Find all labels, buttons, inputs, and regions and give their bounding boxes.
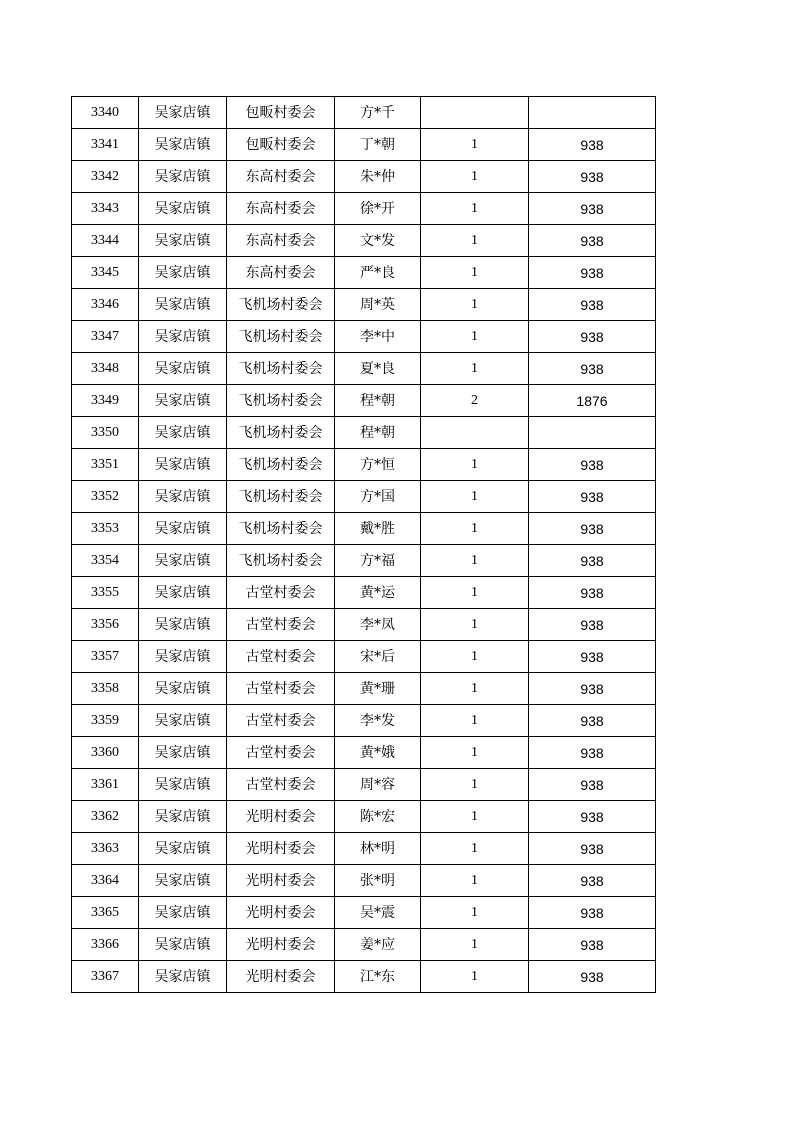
cell-amount xyxy=(529,97,656,129)
cell-count: 1 xyxy=(421,129,529,161)
table-row xyxy=(72,321,656,353)
cell-village: 飞机场村委会 xyxy=(227,449,335,481)
cell-village: 飞机场村委会 xyxy=(227,385,335,417)
cell-person-name: 李*凤 xyxy=(335,609,421,641)
cell-village: 古堂村委会 xyxy=(227,769,335,801)
cell-town: 吴家店镇 xyxy=(139,641,227,673)
cell-row-number: 3344 xyxy=(72,225,139,257)
cell-row-number: 3363 xyxy=(72,833,139,865)
table-row xyxy=(72,737,656,769)
cell-amount: 938 xyxy=(529,289,656,321)
cell-town: 吴家店镇 xyxy=(139,289,227,321)
cell-amount: 938 xyxy=(529,705,656,737)
cell-row-number: 3358 xyxy=(72,673,139,705)
cell-town: 吴家店镇 xyxy=(139,609,227,641)
cell-village: 古堂村委会 xyxy=(227,737,335,769)
cell-amount: 938 xyxy=(529,801,656,833)
table-row xyxy=(72,193,656,225)
table-row xyxy=(72,97,656,129)
subsidy-table xyxy=(71,96,656,993)
cell-amount: 938 xyxy=(529,449,656,481)
cell-count: 1 xyxy=(421,641,529,673)
cell-amount: 938 xyxy=(529,897,656,929)
cell-count: 1 xyxy=(421,353,529,385)
cell-row-number: 3353 xyxy=(72,513,139,545)
cell-count: 1 xyxy=(421,609,529,641)
cell-count: 1 xyxy=(421,577,529,609)
cell-person-name: 黄*运 xyxy=(335,577,421,609)
cell-person-name: 方*千 xyxy=(335,97,421,129)
table-row xyxy=(72,225,656,257)
table-row xyxy=(72,513,656,545)
cell-village: 东高村委会 xyxy=(227,193,335,225)
cell-count: 1 xyxy=(421,161,529,193)
cell-person-name: 姜*应 xyxy=(335,929,421,961)
table-row xyxy=(72,833,656,865)
table-row xyxy=(72,161,656,193)
cell-person-name: 徐*开 xyxy=(335,193,421,225)
cell-amount: 938 xyxy=(529,865,656,897)
table-row xyxy=(72,769,656,801)
cell-person-name: 周*容 xyxy=(335,769,421,801)
cell-count: 1 xyxy=(421,929,529,961)
cell-person-name: 陈*宏 xyxy=(335,801,421,833)
cell-amount: 938 xyxy=(529,129,656,161)
cell-amount: 938 xyxy=(529,641,656,673)
cell-village: 光明村委会 xyxy=(227,897,335,929)
cell-person-name: 方*恒 xyxy=(335,449,421,481)
cell-count: 1 xyxy=(421,545,529,577)
cell-village: 古堂村委会 xyxy=(227,705,335,737)
table-row xyxy=(72,545,656,577)
cell-count: 1 xyxy=(421,513,529,545)
table-row xyxy=(72,257,656,289)
cell-village: 飞机场村委会 xyxy=(227,417,335,449)
cell-village: 古堂村委会 xyxy=(227,609,335,641)
cell-town: 吴家店镇 xyxy=(139,129,227,161)
cell-amount: 938 xyxy=(529,929,656,961)
cell-person-name: 方*国 xyxy=(335,481,421,513)
cell-row-number: 3355 xyxy=(72,577,139,609)
cell-village: 东高村委会 xyxy=(227,225,335,257)
cell-village: 飞机场村委会 xyxy=(227,321,335,353)
cell-village: 光明村委会 xyxy=(227,929,335,961)
cell-row-number: 3349 xyxy=(72,385,139,417)
cell-person-name: 吴*震 xyxy=(335,897,421,929)
cell-row-number: 3342 xyxy=(72,161,139,193)
cell-person-name: 李*中 xyxy=(335,321,421,353)
cell-row-number: 3347 xyxy=(72,321,139,353)
cell-amount xyxy=(529,417,656,449)
cell-village: 东高村委会 xyxy=(227,161,335,193)
cell-count: 1 xyxy=(421,961,529,993)
cell-village: 古堂村委会 xyxy=(227,641,335,673)
cell-row-number: 3346 xyxy=(72,289,139,321)
cell-amount: 938 xyxy=(529,833,656,865)
cell-row-number: 3357 xyxy=(72,641,139,673)
cell-row-number: 3343 xyxy=(72,193,139,225)
cell-amount: 938 xyxy=(529,577,656,609)
cell-count: 1 xyxy=(421,321,529,353)
cell-village: 光明村委会 xyxy=(227,961,335,993)
cell-person-name: 江*东 xyxy=(335,961,421,993)
cell-village: 包畈村委会 xyxy=(227,97,335,129)
cell-village: 包畈村委会 xyxy=(227,129,335,161)
cell-town: 吴家店镇 xyxy=(139,545,227,577)
cell-count: 1 xyxy=(421,833,529,865)
cell-count: 1 xyxy=(421,449,529,481)
cell-row-number: 3362 xyxy=(72,801,139,833)
cell-amount: 938 xyxy=(529,513,656,545)
cell-row-number: 3354 xyxy=(72,545,139,577)
cell-row-number: 3359 xyxy=(72,705,139,737)
cell-amount: 938 xyxy=(529,257,656,289)
cell-amount: 938 xyxy=(529,193,656,225)
cell-village: 东高村委会 xyxy=(227,257,335,289)
cell-town: 吴家店镇 xyxy=(139,417,227,449)
cell-village: 飞机场村委会 xyxy=(227,353,335,385)
cell-count: 1 xyxy=(421,225,529,257)
cell-amount: 938 xyxy=(529,961,656,993)
cell-amount: 938 xyxy=(529,769,656,801)
cell-town: 吴家店镇 xyxy=(139,225,227,257)
table-row xyxy=(72,289,656,321)
cell-count: 1 xyxy=(421,769,529,801)
cell-person-name: 文*发 xyxy=(335,225,421,257)
cell-count: 1 xyxy=(421,673,529,705)
cell-town: 吴家店镇 xyxy=(139,161,227,193)
cell-amount: 938 xyxy=(529,545,656,577)
cell-town: 吴家店镇 xyxy=(139,897,227,929)
cell-town: 吴家店镇 xyxy=(139,833,227,865)
table-row xyxy=(72,353,656,385)
cell-count: 1 xyxy=(421,289,529,321)
cell-person-name: 程*朝 xyxy=(335,417,421,449)
cell-person-name: 严*良 xyxy=(335,257,421,289)
cell-row-number: 3345 xyxy=(72,257,139,289)
cell-count xyxy=(421,97,529,129)
cell-amount: 938 xyxy=(529,353,656,385)
cell-amount: 938 xyxy=(529,481,656,513)
table-row xyxy=(72,577,656,609)
cell-town: 吴家店镇 xyxy=(139,97,227,129)
table-row xyxy=(72,449,656,481)
cell-village: 飞机场村委会 xyxy=(227,513,335,545)
table-row xyxy=(72,417,656,449)
cell-town: 吴家店镇 xyxy=(139,929,227,961)
cell-row-number: 3350 xyxy=(72,417,139,449)
cell-town: 吴家店镇 xyxy=(139,673,227,705)
cell-town: 吴家店镇 xyxy=(139,353,227,385)
cell-person-name: 张*明 xyxy=(335,865,421,897)
cell-person-name: 林*明 xyxy=(335,833,421,865)
table-body xyxy=(72,97,656,993)
cell-town: 吴家店镇 xyxy=(139,385,227,417)
cell-town: 吴家店镇 xyxy=(139,737,227,769)
cell-person-name: 朱*仲 xyxy=(335,161,421,193)
table-row xyxy=(72,481,656,513)
cell-town: 吴家店镇 xyxy=(139,865,227,897)
cell-row-number: 3366 xyxy=(72,929,139,961)
cell-village: 光明村委会 xyxy=(227,801,335,833)
cell-row-number: 3365 xyxy=(72,897,139,929)
cell-person-name: 宋*后 xyxy=(335,641,421,673)
cell-count: 1 xyxy=(421,897,529,929)
cell-town: 吴家店镇 xyxy=(139,769,227,801)
cell-town: 吴家店镇 xyxy=(139,801,227,833)
cell-town: 吴家店镇 xyxy=(139,577,227,609)
cell-amount: 938 xyxy=(529,737,656,769)
cell-count xyxy=(421,417,529,449)
cell-person-name: 黄*珊 xyxy=(335,673,421,705)
cell-village: 光明村委会 xyxy=(227,833,335,865)
cell-row-number: 3351 xyxy=(72,449,139,481)
cell-amount: 1876 xyxy=(529,385,656,417)
cell-row-number: 3360 xyxy=(72,737,139,769)
cell-town: 吴家店镇 xyxy=(139,705,227,737)
cell-person-name: 黄*娥 xyxy=(335,737,421,769)
cell-person-name: 丁*朝 xyxy=(335,129,421,161)
cell-row-number: 3341 xyxy=(72,129,139,161)
cell-count: 2 xyxy=(421,385,529,417)
cell-row-number: 3361 xyxy=(72,769,139,801)
cell-amount: 938 xyxy=(529,609,656,641)
cell-count: 1 xyxy=(421,257,529,289)
cell-town: 吴家店镇 xyxy=(139,513,227,545)
cell-person-name: 周*英 xyxy=(335,289,421,321)
cell-person-name: 戴*胜 xyxy=(335,513,421,545)
table-row xyxy=(72,129,656,161)
cell-village: 古堂村委会 xyxy=(227,673,335,705)
cell-count: 1 xyxy=(421,865,529,897)
cell-row-number: 3348 xyxy=(72,353,139,385)
cell-village: 飞机场村委会 xyxy=(227,481,335,513)
cell-amount: 938 xyxy=(529,673,656,705)
cell-amount: 938 xyxy=(529,161,656,193)
table-row xyxy=(72,673,656,705)
table-row xyxy=(72,929,656,961)
cell-village: 飞机场村委会 xyxy=(227,545,335,577)
cell-person-name: 程*朝 xyxy=(335,385,421,417)
cell-row-number: 3340 xyxy=(72,97,139,129)
cell-row-number: 3367 xyxy=(72,961,139,993)
cell-village: 光明村委会 xyxy=(227,865,335,897)
cell-count: 1 xyxy=(421,705,529,737)
cell-town: 吴家店镇 xyxy=(139,481,227,513)
cell-count: 1 xyxy=(421,481,529,513)
cell-town: 吴家店镇 xyxy=(139,321,227,353)
cell-village: 飞机场村委会 xyxy=(227,289,335,321)
cell-person-name: 方*福 xyxy=(335,545,421,577)
table-row xyxy=(72,705,656,737)
cell-count: 1 xyxy=(421,801,529,833)
table-row xyxy=(72,801,656,833)
cell-person-name: 夏*良 xyxy=(335,353,421,385)
table-row xyxy=(72,609,656,641)
table-row xyxy=(72,641,656,673)
cell-person-name: 李*发 xyxy=(335,705,421,737)
cell-town: 吴家店镇 xyxy=(139,257,227,289)
cell-count: 1 xyxy=(421,737,529,769)
cell-row-number: 3364 xyxy=(72,865,139,897)
table-row xyxy=(72,961,656,993)
cell-count: 1 xyxy=(421,193,529,225)
cell-amount: 938 xyxy=(529,321,656,353)
cell-amount: 938 xyxy=(529,225,656,257)
table-row xyxy=(72,865,656,897)
cell-row-number: 3356 xyxy=(72,609,139,641)
cell-town: 吴家店镇 xyxy=(139,961,227,993)
table-row xyxy=(72,897,656,929)
cell-village: 古堂村委会 xyxy=(227,577,335,609)
table-row xyxy=(72,385,656,417)
cell-town: 吴家店镇 xyxy=(139,193,227,225)
cell-town: 吴家店镇 xyxy=(139,449,227,481)
cell-row-number: 3352 xyxy=(72,481,139,513)
